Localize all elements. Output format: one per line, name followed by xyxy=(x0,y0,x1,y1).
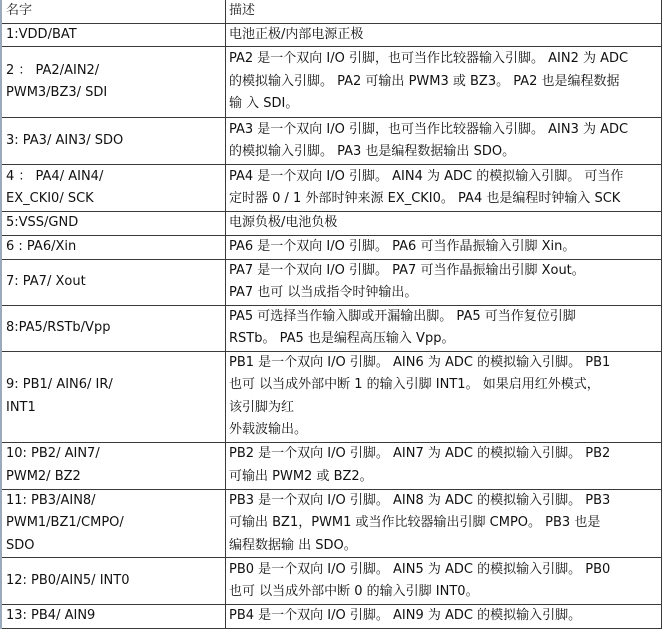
cell-text-line: PB4 是一个双向 I/O 引脚。 AIN9 为 ADC 的模拟输入引脚。 xyxy=(229,608,582,623)
pin-name-cell xyxy=(1,165,226,212)
pin-name-cell xyxy=(1,118,226,165)
pin-description-cell xyxy=(226,165,662,212)
pin-name-cell xyxy=(1,351,226,442)
pin-name-cell xyxy=(1,442,226,489)
cell-text-line: 可输出 PWM2 或 BZ2。 xyxy=(229,468,373,484)
cell-text-line: 9: PB1/ AIN6/ IR/ xyxy=(6,377,113,392)
header-name: 名字 xyxy=(1,0,226,23)
pin-description-cell xyxy=(226,305,662,351)
cell-text-line: 该引脚为红 xyxy=(229,399,295,415)
cell-text-line: 12: PB0/AIN5/ INT0 xyxy=(6,572,130,588)
pin-description-cell xyxy=(226,23,662,47)
pin-description-cell xyxy=(226,351,662,442)
table-row xyxy=(1,23,662,47)
cell-text-line: 4 ： PA4/ AIN4/ xyxy=(6,168,104,184)
cell-text-line: 电源负极/电池负极 xyxy=(229,215,338,230)
cell-text-line: 11: PB3/AIN8/ xyxy=(6,492,96,508)
cell-text-line: 也可 以当成外部中断 1 的输入引脚 INT1。 如果启用红外模式， xyxy=(229,377,600,392)
pin-name-cell xyxy=(1,605,226,629)
cell-text-line: 的模拟输入引脚。 PA3 也是编程数据输出 SDO。 xyxy=(229,144,516,159)
table-header-row xyxy=(1,0,662,23)
cell-text-line: 13: PB4/ AIN9 xyxy=(6,608,96,623)
table-row xyxy=(1,212,662,236)
cell-text-line: PWM3/BZ3/ SDI xyxy=(6,85,108,100)
table-row xyxy=(1,305,662,351)
cell-text-line: PA4 是一个双向 I/O 引脚。 AIN4 为 ADC 的模拟输入引脚。 可当作 xyxy=(229,168,624,184)
pin-description-cell xyxy=(226,605,662,629)
table-row xyxy=(1,489,662,558)
pin-name-cell xyxy=(1,235,226,259)
pin-name-cell xyxy=(1,47,226,118)
table-row xyxy=(1,605,662,629)
cell-text-line: PA5 可选择当作输入脚或开漏输出脚。 PA5 可当作复位引脚 xyxy=(229,308,576,324)
cell-text-line: EX_CKI0/ SCK xyxy=(6,191,94,206)
cell-text-line: 2 ： PA2/AIN2/ xyxy=(6,62,100,78)
cell-text-line: 5:VSS/GND xyxy=(6,215,79,230)
table-row xyxy=(1,558,662,605)
cell-text-line: PB1 是一个双向 I/O 引脚。 AIN6 为 ADC 的模拟输入引脚。 PB1 xyxy=(229,354,611,370)
table-row xyxy=(1,442,662,489)
pin-description-cell xyxy=(226,118,662,165)
cell-text-line: PA6 是一个双向 I/O 引脚。 PA6 可当作晶振输入引脚 Xin。 xyxy=(229,238,576,254)
cell-text-line: INT1 xyxy=(6,399,36,415)
cell-text-line: PB2 是一个双向 I/O 引脚。 AIN7 为 ADC 的模拟输入引脚。 PB2 xyxy=(229,446,611,461)
pin-description-cell xyxy=(226,558,662,605)
cell-text-line: 8:PA5/RSTb/Vpp xyxy=(6,319,111,335)
cell-text-line: PB3 是一个双向 I/O 引脚。 AIN8 为 ADC 的模拟输入引脚。 PB3 xyxy=(229,492,611,508)
cell-text-line: 7: PA7/ Xout xyxy=(6,273,86,289)
table-row xyxy=(1,259,662,305)
pin-name-cell xyxy=(1,23,226,47)
cell-text-line: 3: PA3/ AIN3/ SDO xyxy=(6,132,124,148)
pin-description-cell xyxy=(226,489,662,558)
pin-name-cell xyxy=(1,558,226,605)
cell-text-line: PB0 是一个双向 I/O 引脚。 AIN5 为 ADC 的模拟输入引脚。 PB0 xyxy=(229,561,611,577)
cell-text-line: 编程数据输 出 SDO。 xyxy=(229,537,357,553)
table-row xyxy=(1,47,662,118)
cell-text-line: 10: PB2/ AIN7/ xyxy=(6,446,100,461)
table-row xyxy=(1,235,662,259)
header-description: 描述 xyxy=(226,0,662,23)
pin-description-cell xyxy=(226,47,662,118)
pin-description-cell xyxy=(226,442,662,489)
table-row xyxy=(1,165,662,212)
cell-text-line: 输 入 SDI。 xyxy=(229,96,299,112)
cell-text-line: 定时器 0 / 1 外部时钟来源 EX_CKI0。 PA4 也是编程时钟输入 SCK xyxy=(229,191,621,206)
cell-text-line: SDO xyxy=(6,537,35,553)
cell-text-line: PWM1/BZ1/CMPO/ xyxy=(6,515,124,530)
table-row xyxy=(1,118,662,165)
pin-description-cell xyxy=(226,212,662,236)
pin-description-cell xyxy=(226,235,662,259)
cell-text-line: 也可 以当成外部中断 0 的输入引脚 INT0。 xyxy=(229,584,479,599)
cell-text-line: PWM2/ BZ2 xyxy=(6,468,81,484)
cell-text-line: 6 : PA6/Xin xyxy=(6,238,77,254)
pin-name-cell xyxy=(1,305,226,351)
cell-text-line: 1:VDD/BAT xyxy=(6,26,77,42)
cell-text-line: 的模拟输入引脚。 PA2 可输出 PWM3 或 BZ3。 PA2 也是编程数据 xyxy=(229,73,620,89)
cell-text-line: 电池正极/内部电源正极 xyxy=(229,26,364,42)
pin-name-cell xyxy=(1,489,226,558)
pin-description-cell xyxy=(226,259,662,305)
cell-text-line: PA7 也可 以当成指令时钟输出。 xyxy=(229,285,418,300)
pin-name-cell xyxy=(1,212,226,236)
cell-text-line: RSTb。 PA5 也是编程高压输入 Vpp。 xyxy=(229,331,455,346)
pin-name-cell xyxy=(1,259,226,305)
cell-text-line: 可输出 BZ1，PWM1 或当作比较器输出引脚 CMPO。 PB3 也是 xyxy=(229,515,601,530)
cell-text-line: 外载波输出。 xyxy=(229,422,308,437)
cell-text-line: PA3 是一个双向 I/O 引脚，也可当作比较器输入引脚。 AIN3 为 ADC xyxy=(229,121,629,137)
cell-text-line: PA2 是一个双向 I/O 引脚，也可当作比较器输入引脚。 AIN2 为 ADC xyxy=(229,51,629,67)
cell-text-line: PA7 是一个双向 I/O 引脚。 PA7 可当作晶振输出引脚 Xout。 xyxy=(229,262,585,278)
table-row xyxy=(1,351,662,442)
